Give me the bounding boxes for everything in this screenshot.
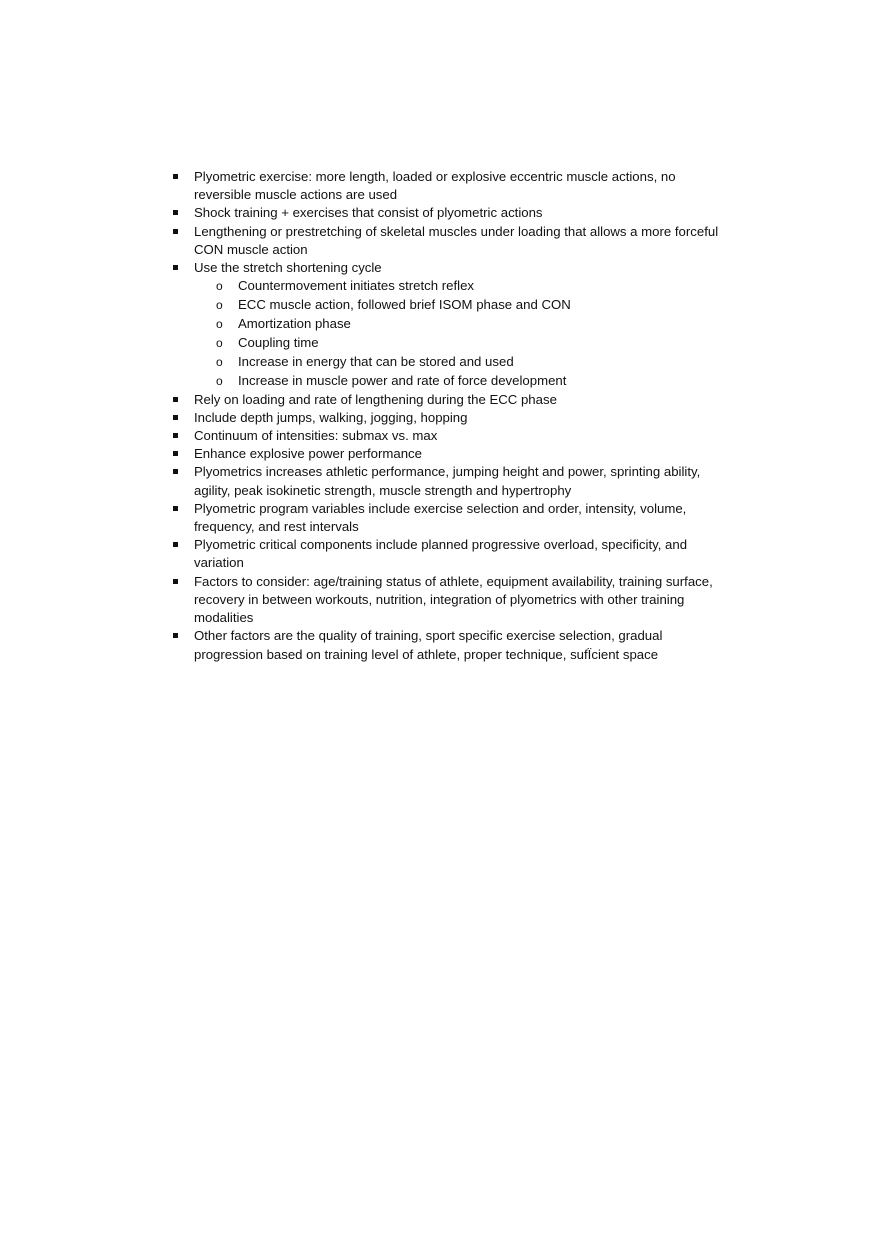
- list-item-text: Plyometric critical components include planned progressive overload, specificity, and variation: [194, 537, 688, 571]
- list-item: [172, 627, 732, 663]
- list-item: [172, 573, 732, 628]
- sub-list-item-text: Increase in energy that can be stored and used: [238, 353, 514, 369]
- list-item-text: Plyometric exercise: more length, loaded or explosive eccentric muscle actions, no reversible muscle actions are used: [194, 169, 676, 203]
- sub-list-item-text: Countermovement initiates stretch reflex: [238, 278, 475, 294]
- circle-bullet-icon: o: [216, 317, 223, 332]
- square-bullet-icon: [173, 579, 178, 584]
- square-bullet-icon: [173, 506, 178, 511]
- sub-list-item-text: Amortization phase: [238, 316, 351, 332]
- square-bullet-icon: [173, 451, 178, 456]
- square-bullet-icon: [173, 229, 178, 234]
- square-bullet-icon: [173, 397, 178, 402]
- list-item: [172, 391, 732, 409]
- list-item: [172, 204, 732, 222]
- list-item-text: Use the stretch shortening cycle: [194, 260, 382, 276]
- sub-bullet-list: [172, 277, 732, 390]
- list-item: [172, 536, 732, 572]
- list-item: [172, 409, 732, 427]
- list-item-text: Shock training + exercises that consist of plyometric actions: [194, 205, 543, 221]
- sub-list-container: [172, 277, 732, 390]
- list-item-text: Include depth jumps, walking, jogging, hopping: [194, 409, 468, 425]
- sub-list-item: [194, 296, 732, 315]
- list-item: [172, 463, 732, 499]
- sub-list-item: [194, 315, 732, 334]
- list-item: [172, 500, 732, 536]
- document-body: [172, 168, 732, 664]
- list-item-text: Plyometric program variables include exercise selection and order, intensity, volume, frequency, and rest intervals: [194, 500, 687, 535]
- sub-list-item: [194, 334, 732, 353]
- list-item-text: Plyometrics increases athletic performance, jumping height and power, sprinting ability, agility, peak isokinetic strength, muscle strength and hypertrophy: [194, 464, 701, 498]
- sub-list-item: [194, 277, 732, 296]
- list-item: [172, 259, 732, 277]
- list-item-text: Enhance explosive power performance: [194, 446, 422, 462]
- list-item-text: Rely on loading and rate of lengthening during the ECC phase: [194, 391, 557, 407]
- sub-list-item-text: Increase in muscle power and rate of force development: [238, 372, 567, 388]
- sub-list-item-text: Coupling time: [238, 334, 319, 350]
- bullet-list: [172, 168, 732, 664]
- square-bullet-icon: [173, 433, 178, 438]
- sub-list-item-text: ECC muscle action, followed brief ISOM phase and CON: [238, 297, 571, 313]
- list-item-text: Lengthening or prestretching of skeletal muscles under loading that allows a more forceful CON muscle action: [194, 223, 719, 257]
- sub-list-item: [194, 372, 732, 391]
- circle-bullet-icon: o: [216, 373, 223, 388]
- square-bullet-icon: [173, 633, 178, 638]
- list-item-text: Factors to consider: age/training status of athlete, equipment availability, training surface, recovery in between workouts, nutrition, integration of plyometrics with other training modalities: [194, 573, 713, 626]
- square-bullet-icon: [173, 542, 178, 547]
- square-bullet-icon: [173, 174, 178, 179]
- list-item: [172, 427, 732, 445]
- square-bullet-icon: [173, 469, 178, 474]
- circle-bullet-icon: o: [216, 354, 223, 369]
- sub-list-item: [194, 353, 732, 372]
- square-bullet-icon: [173, 210, 178, 215]
- square-bullet-icon: [173, 415, 178, 420]
- square-bullet-icon: [173, 265, 178, 270]
- list-item-text: Other factors are the quality of training, sport specific exercise selection, gradual progression based on training level of athlete, proper technique, sufÏcient space: [194, 628, 663, 662]
- list-item: [172, 223, 732, 259]
- list-item: [172, 445, 732, 463]
- list-item-text: Continuum of intensities: submax vs. max: [194, 428, 438, 444]
- circle-bullet-icon: o: [216, 279, 223, 294]
- circle-bullet-icon: o: [216, 298, 223, 313]
- list-item: [172, 168, 732, 204]
- circle-bullet-icon: o: [216, 335, 223, 350]
